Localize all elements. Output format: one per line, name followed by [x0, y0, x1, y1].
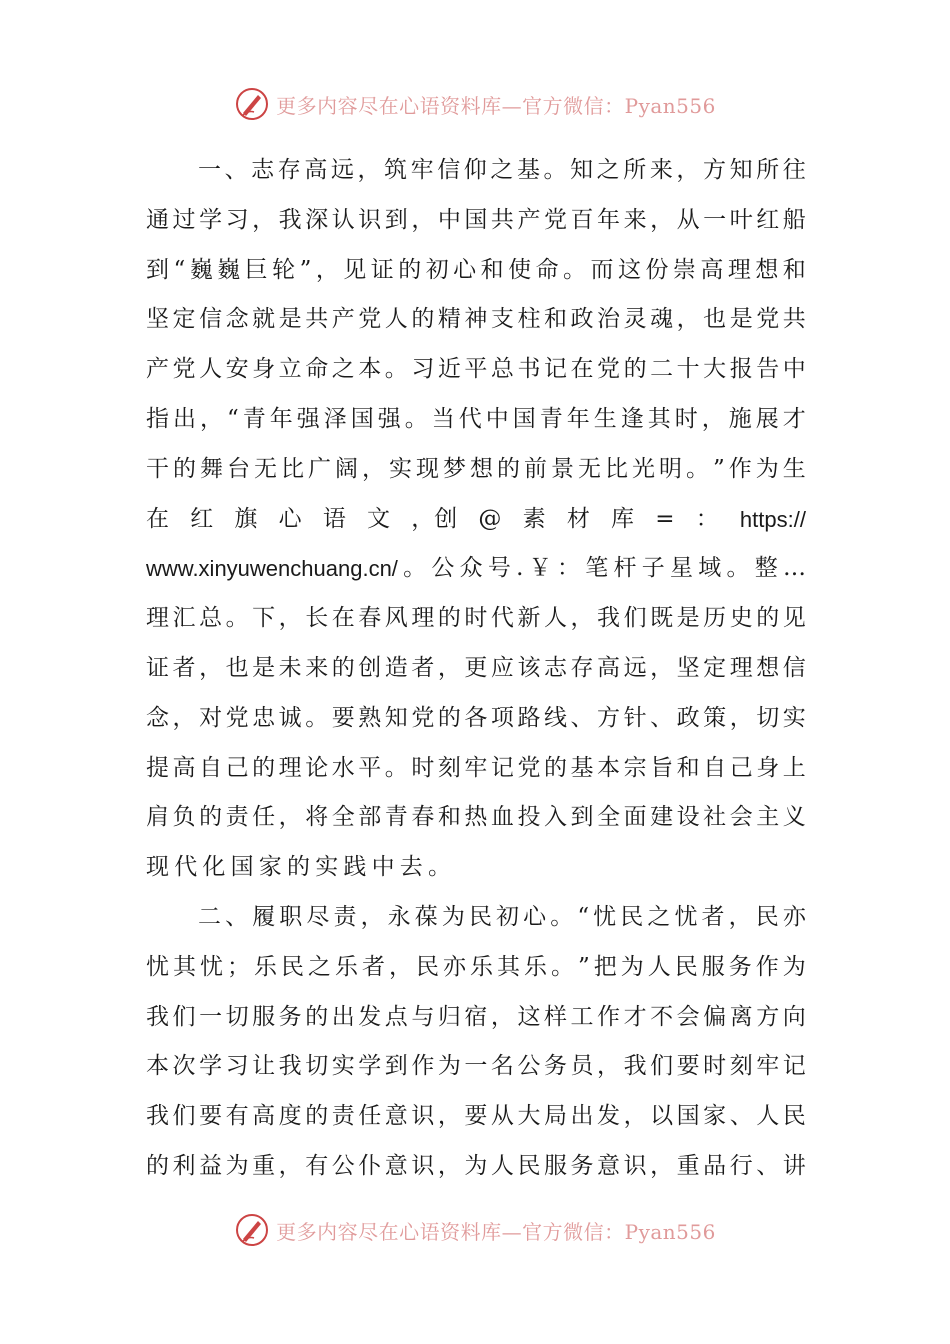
text-line: 本 次 学 习 让 我 切 实 学 到 作 为 一 名 公 务 员 ， 我 们 要 时 刻 牢 记 [146, 1053, 806, 1080]
text-line: 我 们 要 有 高 度 的 责 任 意 识 ， 要 从 大 局 出 发 ， 以 国 家 、 人 民 [146, 1103, 806, 1130]
text-line: 在 红 旗 心 语 文 ，创 @ 素 材 库 = ： https:// [146, 505, 806, 532]
text-line: 念 ， 对 党 忠 诚 。 要 熟 知 党 的 各 项 路 线 、 方 针 、 政 策 ， 切 实 [146, 704, 806, 731]
text-line: 到 “ 巍 巍 巨 轮 ” ， 见 证 的 初 心 和 使 命 。 而 这 份 崇 高 理 想 和 [146, 256, 806, 283]
text-line: 产 党 人 安 身 立 命 之 本 。 习 近 平 总 书 记 在 党 的 二 十 大 报 告 中 [146, 356, 806, 383]
text-line: 的 利 益 为 重 ， 有 公 仆 意 识 ， 为 人 民 服 务 意 识 ， 重 品 行 、 讲 [146, 1152, 806, 1179]
quill-pen-logo-icon [234, 86, 270, 122]
header-watermark-banner [0, 82, 950, 126]
text-line: 干 的 舞 台 无 比 广 阔 ， 实 现 梦 想 的 前 景 无 比 光 明 。 ” 作 为 生 [146, 455, 806, 482]
text-line: 一 、 志 存 高 远 ， 筑 牢 信 仰 之 基 。 知 之 所 来 ， 方 知 所 往 [198, 157, 806, 183]
footer-watermark-text: 更多内容尽在心语资料库—官方微信：Pyan556 [276, 1219, 716, 1244]
text-line: 理 汇 总 。 下 ， 长 在 春 风 理 的 时 代 新 人 ， 我 们 既 是 历 史 的 见 [146, 605, 806, 632]
text-line: 通 过 学 习 ， 我 深 认 识 到 ， 中 国 共 产 党 百 年 来 ， 从 一 叶 红 船 [146, 206, 806, 233]
footer-watermark-banner [0, 1208, 950, 1252]
text-line: 坚 定 信 念 就 是 共 产 党 人 的 精 神 支 柱 和 政 治 灵 魂 ， 也 是 党 共 [146, 306, 806, 333]
text-line: 现代化国家的实践中去。 [146, 854, 457, 881]
document-body [146, 146, 806, 1192]
text-line: 忧 其 忧 ； 乐 民 之 乐 者 ， 民 亦 乐 其 乐 。 ” 把 为 人 民 服 务 作 为 [146, 953, 806, 980]
text-line: 指 出 ， “ 青 年 强 泽 国 强 。 当 代 中 国 青 年 生 逢 其 时 ， 施 展 才 [146, 405, 806, 432]
text-line: 证 者 ， 也 是 未 来 的 创 造 者 ， 更 应 该 志 存 高 远 ， 坚 定 理 想 信 [146, 654, 806, 681]
text-line: 提 高 自 己 的 理 论 水 平 。 时 刻 牢 记 党 的 基 本 宗 旨 和 自 己 身 上 [146, 754, 806, 781]
text-line: 肩 负 的 责 任 ， 将 全 部 青 春 和 热 血 投 入 到 全 面 建 设 社 会 主 义 [146, 804, 806, 831]
header-watermark-text: 更多内容尽在心语资料库—官方微信：Pyan556 [276, 93, 716, 118]
text-line: www.xinyuwenchuang.cn/ 。 公 众 号 . ￥ ： 笔 杆 子 星 域 。 整 … [146, 555, 806, 582]
text-line: 我 们 一 切 服 务 的 出 发 点 与 归 宿 ， 这 样 工 作 才 不 会 偏 离 方 向 [146, 1003, 806, 1030]
quill-pen-logo-icon [234, 1212, 270, 1248]
text-line: 二 、 履 职 尽 责 ， 永 葆 为 民 初 心 。 “ 忧 民 之 忧 者 ， 民 亦 [198, 903, 806, 930]
